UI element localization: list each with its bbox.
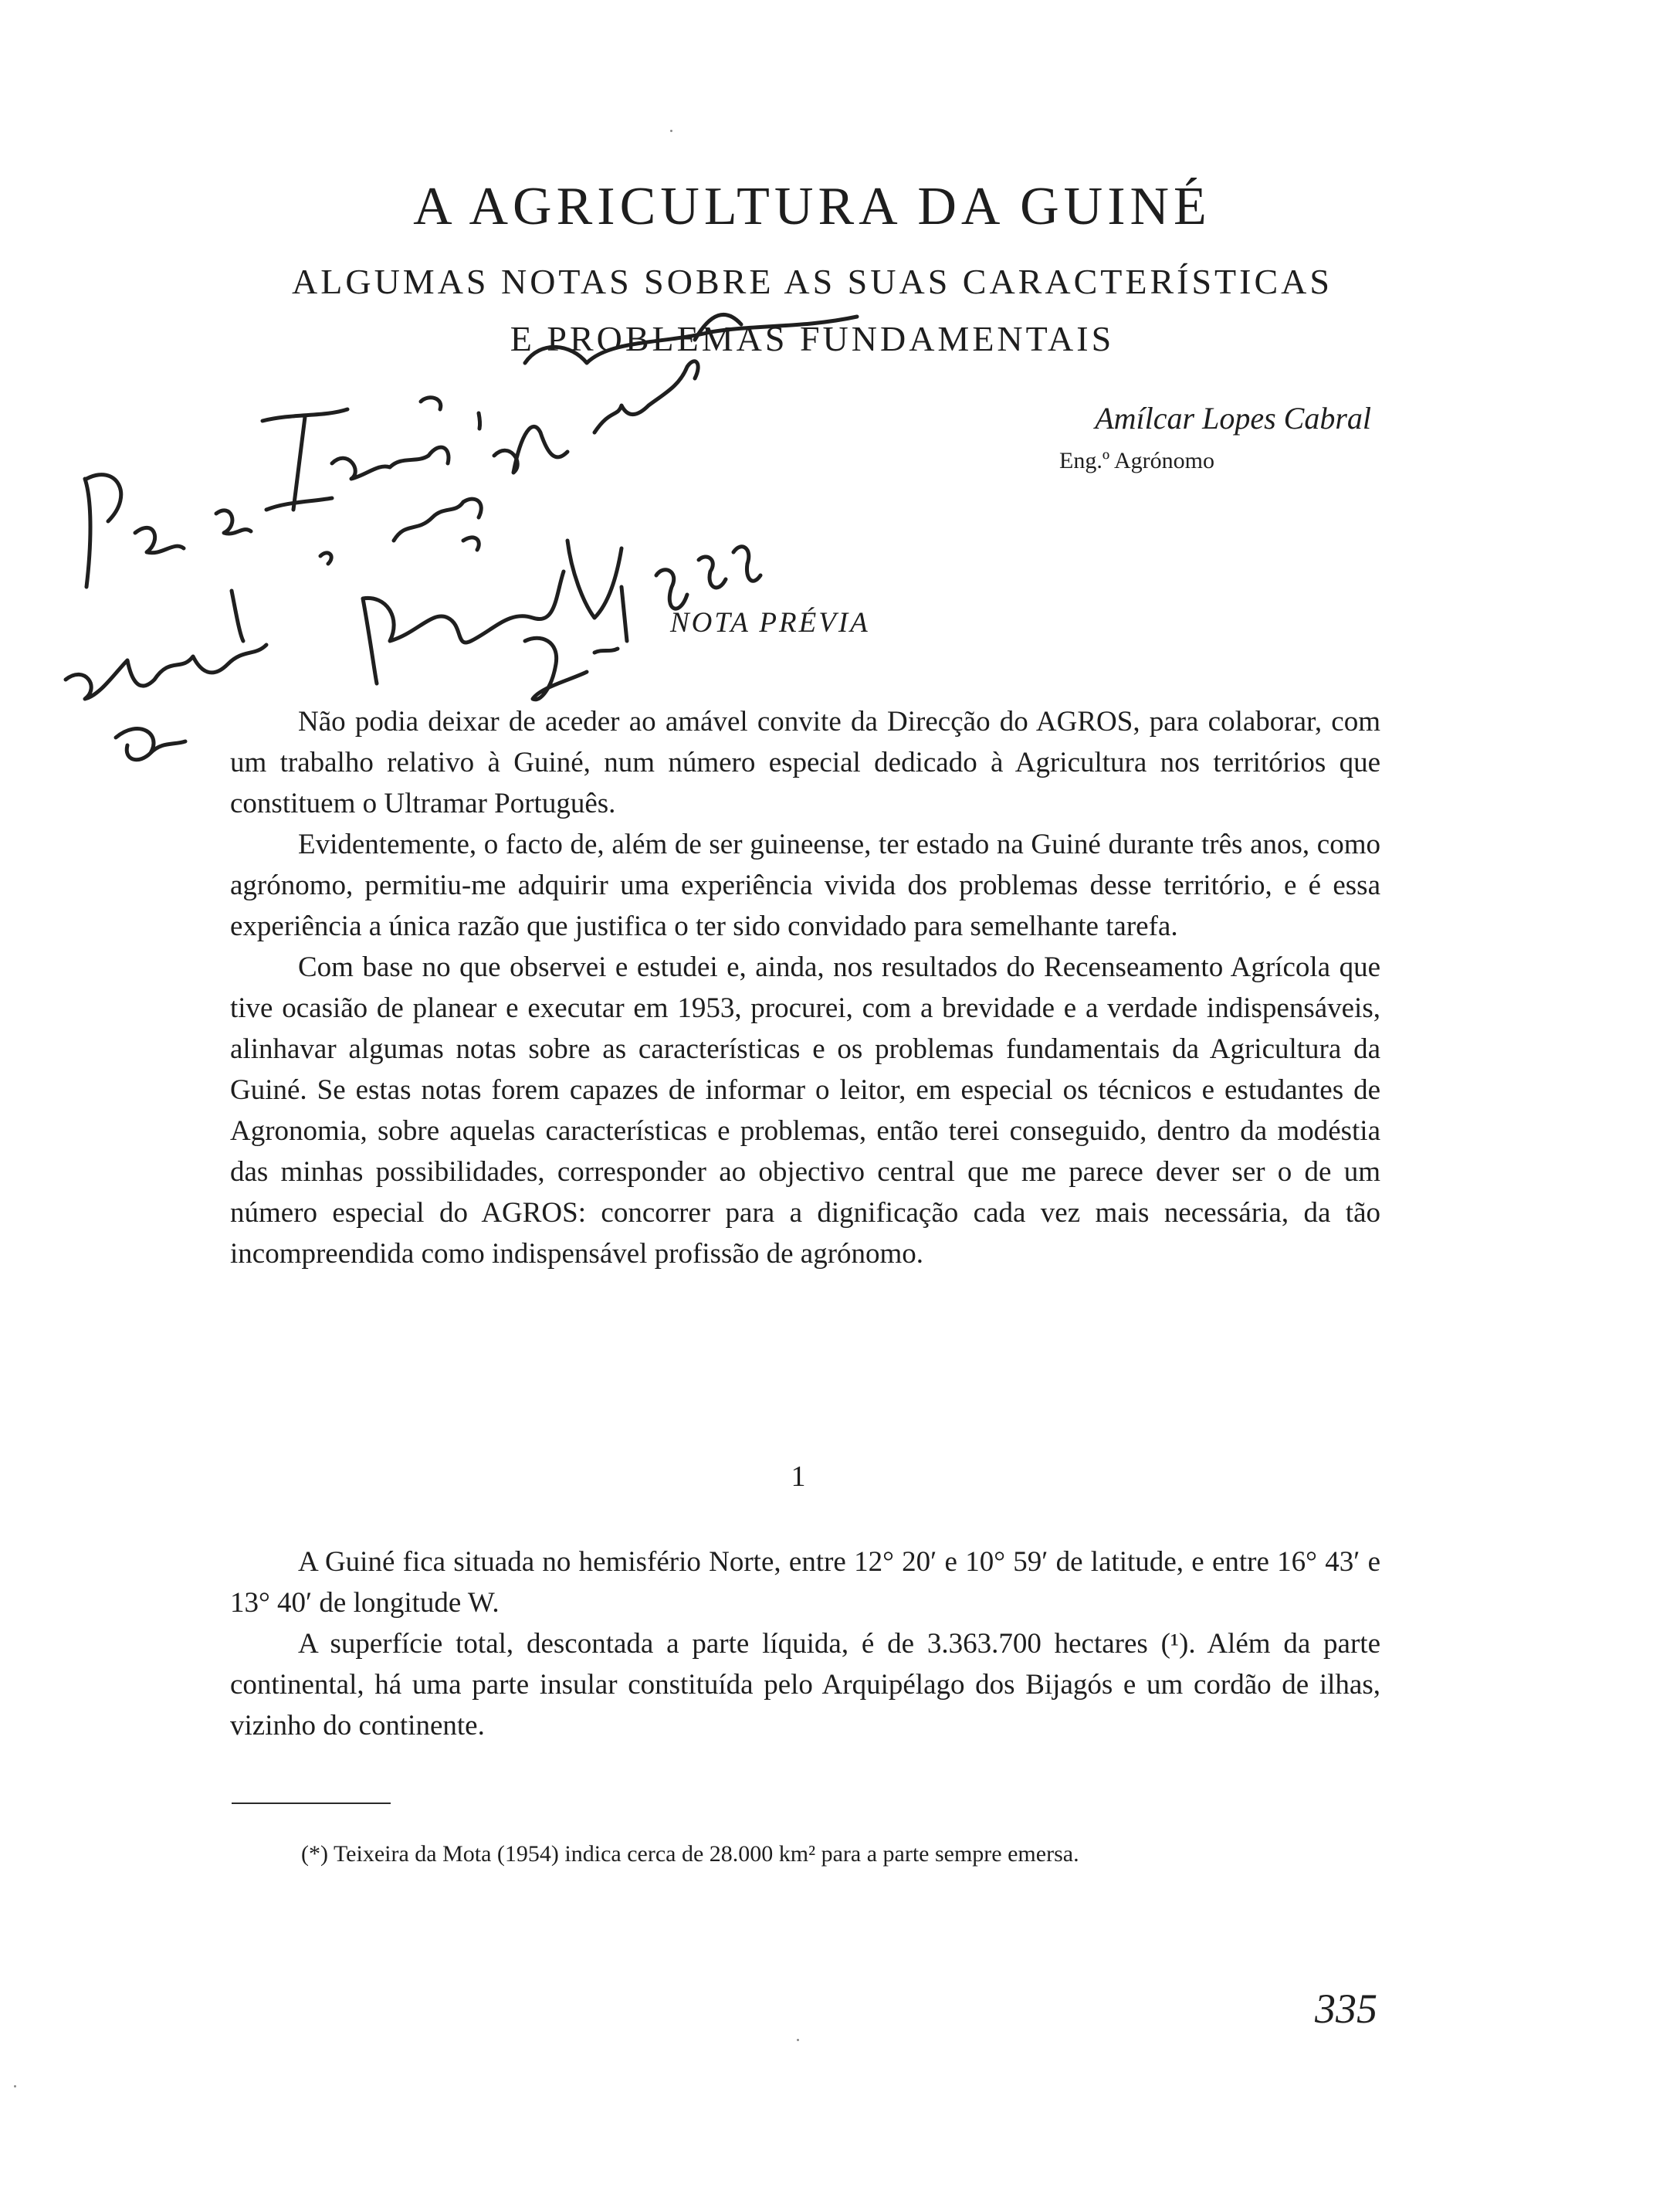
author-role: Eng.º Agrónomo	[1059, 448, 1214, 473]
pen-stroke	[332, 447, 449, 479]
article-title: A AGRICULTURA DA GUINÉ	[413, 177, 1211, 236]
paragraph: Evidentemente, o facto de, além de ser guineense, ter estado na Guiné durante três anos, como agrónomo, permitiu-me adquirir uma experiência vivida dos problemas desse território, e é essa experiência a única razão que justifica o ter sido convidado para semelhante tarefa.	[230, 829, 1380, 942]
pen-stroke	[116, 729, 185, 760]
pen-stroke	[463, 538, 479, 550]
nota-previa-heading: NOTA PRÉVIA	[670, 607, 870, 639]
page-number: 335	[1315, 1986, 1377, 2032]
pen-stroke	[494, 426, 567, 473]
pen-stroke	[594, 649, 618, 653]
paragraph: Não podia deixar de aceder ao amável convite da Direcção do AGROS, para colaborar, com um trabalho relativo à Guiné, num número especial dedicado à Agricultura nos territórios que constituem o Ultramar Português.	[230, 706, 1380, 819]
footnote: (*) Teixeira da Mota (1954) indica cerca de 28.000 km² para a parte sempre emersa.	[301, 1841, 1079, 1867]
pen-stroke	[135, 527, 184, 552]
section-1-body	[230, 1541, 1380, 1746]
pen-stroke	[232, 591, 243, 641]
pen-stroke	[567, 541, 622, 618]
section-number: 1	[791, 1460, 806, 1493]
pen-stroke	[479, 413, 480, 429]
scan-speck	[14, 2085, 16, 2087]
scan-speck	[797, 2039, 799, 2041]
pen-stroke	[66, 645, 266, 699]
pen-stroke	[594, 361, 698, 432]
scan-speck	[670, 130, 672, 132]
pen-stroke	[85, 475, 121, 587]
pen-stroke	[421, 398, 441, 409]
author-name: Amílcar Lopes Cabral	[1095, 401, 1371, 436]
nota-previa-body	[230, 701, 1380, 1274]
footnote-divider	[232, 1803, 391, 1804]
pen-stroke	[363, 571, 564, 683]
paragraph: A superfície total, descontada a parte líquida, é de 3.363.700 hectares (¹). Além da parte continental, há uma parte insular constituída pelo Arquipélago dos Bijagós e um cordão de ilhas, vizinho do continente.	[230, 1628, 1380, 1741]
paragraph: Com base no que observei e estudei e, ainda, nos resultados do Recenseamento Agrícola que tive ocasião de planear e executar em 1953, procurei, com a brevidade e a verdade indispensáveis, alinhavar algumas notas sobre as características e os problemas fundamentais da Agricultura da Guiné. Se estas notas forem capazes de informar o leitor, em especial os técnicos e estudantes de Agronomia, sobre aquelas características e problemas, então terei conseguido, dentro da modéstia das minhas possibilidades, corresponder ao objectivo central que me parece dever ser o de um número especial do AGROS: concorrer para a dignificação cada vez mais necessária, da tão incompreendida como indispensável profissão de agrónomo.	[230, 951, 1380, 1270]
pen-stroke	[216, 510, 251, 534]
pen-stroke	[262, 409, 347, 510]
pen-stroke	[525, 638, 587, 700]
article-subtitle-line-1: ALGUMAS NOTAS SOBRE AS SUAS CARACTERÍSTICAS	[292, 262, 1333, 301]
article-subtitle-line-2: E PROBLEMAS FUNDAMENTAIS	[510, 319, 1115, 358]
paragraph: A Guiné fica situada no hemisfério Norte, entre 12° 20′ e 10° 59′ de latitude, e entre 16° 43′ e 13° 40′ de longitude W.	[230, 1546, 1380, 1619]
pen-stroke	[320, 499, 481, 564]
